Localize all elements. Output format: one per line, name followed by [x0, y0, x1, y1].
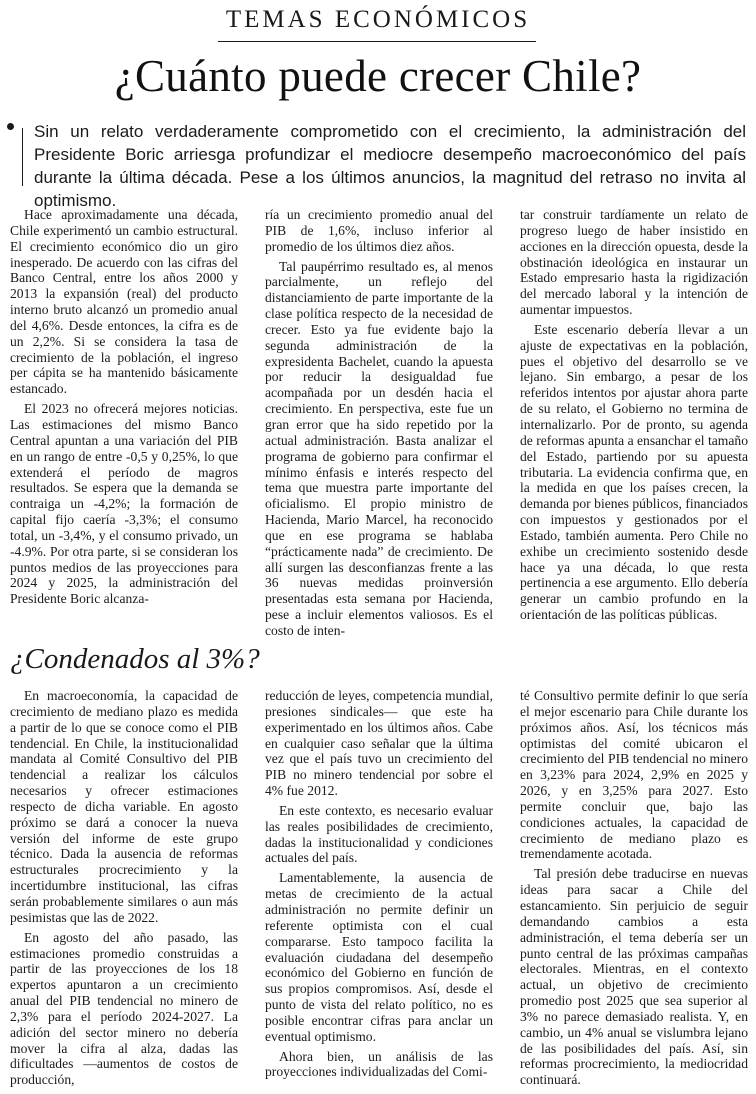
top-column-1 [10, 207, 238, 645]
section-label: TEMAS ECONÓMICOS [225, 6, 531, 33]
lead-rule [22, 128, 23, 186]
bottom-column-3 [520, 688, 748, 1088]
top-column-3 [520, 207, 748, 645]
paragraph: Lamentablemente, la ausencia de metas de crecimiento de la actual administración no permite definir un referente optimista con el cual compararse. Esto tampoco facilita la evaluación ciudadana del desempeño económico del Gobierno en función de sus propios compromisos. Así, desde el punto de vista del relato político, no es posible encontrar cifras para anclar un eventual optimismo. [265, 870, 493, 1044]
paragraph: En macroeconomía, la capacidad de crecimiento de mediano plazo es medida a partir de lo que se conoce como el PIB tendencial. En Chile, la institucionalidad mandata al Comité Consultivo del PIB tendencial a realizar los cálculos necesarios y ofrecer estimaciones respecto de dicha variable. En agosto próximo se dará a conocer la nueva versión del informe de este grupo técnico. Dada la ausencia de reformas estructurales procrecimiento y la incertidumbre institucional, las cifras serán probablemente similares o aun más pesimistas que las de 2022. [10, 688, 238, 925]
paragraph: El 2023 no ofrecerá mejores noticias. Las estimaciones del mismo Banco Central apuntan a una variación del PIB en un rango de entre -0,5 y 0,25%, lo que extenderá el período de magros resultados. Se espera que la demanda se contraiga un -4,2%; la formación de capital fijo caería -3,3%; el consumo total, un -3,4%, y el consumo privado, un -4.9%. Por otra parte, si se consideran los puntos medios de las proyecciones para 2024 y 2025, la administración del Presidente Boric alcanza- [10, 401, 238, 607]
bottom-columns [10, 688, 748, 1088]
subheading: ¿Condenados al 3%? [10, 643, 260, 675]
paragraph: reducción de leyes, competencia mundial, presiones sindicales— que este ha experimentado en los últimos años. Cabe en cualquier caso señalar que la última vez que el país tuvo un crecimiento del PIB no minero tendencial por sobre el 4% fue 2012. [265, 688, 493, 799]
bottom-column-2 [265, 688, 493, 1088]
lead-bullet-icon [7, 123, 14, 130]
paragraph: ría un crecimiento promedio anual del PIB de 1,6%, incluso inferior al promedio de los últimos diez años. [265, 207, 493, 254]
paragraph: tar construir tardíamente un relato de progreso luego de haber insistido en acciones en la dirección opuesta, desde la obstinación ideológica en instaurar un Estado empresario hasta la rigidización del mercado laboral y la intención de aumentar impuestos. [520, 207, 748, 318]
paragraph: Este escenario debería llevar a un ajuste de expectativas en la población, pues el objetivo del desarrollo se ve lejano. Sin embargo, a pesar de los referidos intentos por ajustar ahora parte de su relato, el Gobierno no termina de internalizarlo. Por de pronto, su agenda de reformas apunta a ensanchar el tamaño del Estado, partiendo por su apuesta tributaria. La evidencia confirma que, en la medida en que los países crecen, la demanda por bienes públicos, financiados con impuestos y gestionados por el Estado, también aumenta. Pero Chile no exhibe un crecimiento sostenido desde hace ya una década, lo que resta pertinencia a ese argumento. Ello debería generar un cambio profundo en la orientación de las políticas públicas. [520, 321, 748, 623]
paragraph: En este contexto, es necesario evaluar las reales posibilidades de crecimiento, dadas la institucionalidad y condiciones actuales del país. [265, 802, 493, 866]
top-columns [10, 207, 748, 645]
top-column-2 [265, 207, 493, 645]
paragraph: té Consultivo permite definir lo que sería el mejor escenario para Chile durante los próximos años. Así, los técnicos más optimistas del comité ubicaron el crecimiento del PIB tendencial no minero en 3,23% para 2024, 2,9% en 2025 y 2026, y en 3,25% para 2027. Esto permite concluir que, bajo las condiciones actuales, la capacidad de crecimiento de mediano plazo es tremendamente acotada. [520, 688, 748, 862]
section-rule [218, 41, 536, 42]
lead-paragraph: Sin un relato verdaderamente comprometido con el crecimiento, la administración del Presidente Boric arriesga profundizar el mediocre desempeño macroeconómico del país durante la última década. Pese a los últimos anuncios, la magnitud del retraso no invita al optimismo. [34, 122, 746, 210]
paragraph: Tal paupérrimo resultado es, al menos parcialmente, un reflejo del distanciamiento de parte importante de la clase política respecto de la necesidad de crecer. Esto ya fue evidente bajo la segunda administración de la expresidenta Bachelet, cuando la apuesta por reducir la desigualdad fue acompañada por un desdén hacia el crecimiento. En perspectiva, este fue un gran error que ha sido repetido por la actual administración. Basta analizar el programa de gobierno para confirmar el mínimo énfasis e interés respecto del tema que muestra parte importante del oficialismo. El propio ministro de Hacienda, Mario Marcel, ha reconocido que en ese programa se hablaba “prácticamente nada” de crecimiento. De allí surgen las desconfianzas frente a las 36 nuevas medidas proinversión presentadas esta semana por Hacienda, pese a incluir elementos valiosos. Es el costo de inten- [265, 258, 493, 638]
paragraph: Ahora bien, un análisis de las proyecciones individualizadas del Comi- [265, 1048, 493, 1080]
bottom-column-1 [10, 688, 238, 1088]
paragraph: Hace aproximadamente una década, Chile experimentó un cambio estructural. El crecimiento económico dio un giro inesperado. De acuerdo con las cifras del Banco Central, entre los años 2000 y 2013 la expansión (real) del producto interno bruto alcanzó un promedio anual del 4,6%. Desde entonces, la cifra es de un 2,2%. Si se considera la tasa de crecimiento de la población, el ingreso per cápita se ha mantenido básicamente estancado. [10, 207, 238, 397]
headline: ¿Cuánto puede crecer Chile? [114, 51, 642, 101]
paragraph: Tal presión debe traducirse en nuevas ideas para sacar a Chile del estancamiento. Sin perjuicio de seguir demandando cambios a esta administración, el tema debería ser un punto central de las próximas campañas electorales. Mientras, en el contexto actual, un objetivo de crecimiento promedio post 2025 que sea superior al 3% no parece demasiado realista. Y, en cambio, un 4% anual se vislumbra lejano de las posibilidades del país. Así, sin reformas procrecimiento, la mediocridad continuará. [520, 866, 748, 1088]
paragraph: En agosto del año pasado, las estimaciones promedio construidas a partir de las proyecciones de los 18 expertos apuntaron a un crecimiento anual del PIB tendencial no minero de 2,3% para el período 2024-2027. La adición del sector minero no debería mover la cifra al alza, dadas las dificultades —aumentos de costos de producción, [10, 929, 238, 1088]
